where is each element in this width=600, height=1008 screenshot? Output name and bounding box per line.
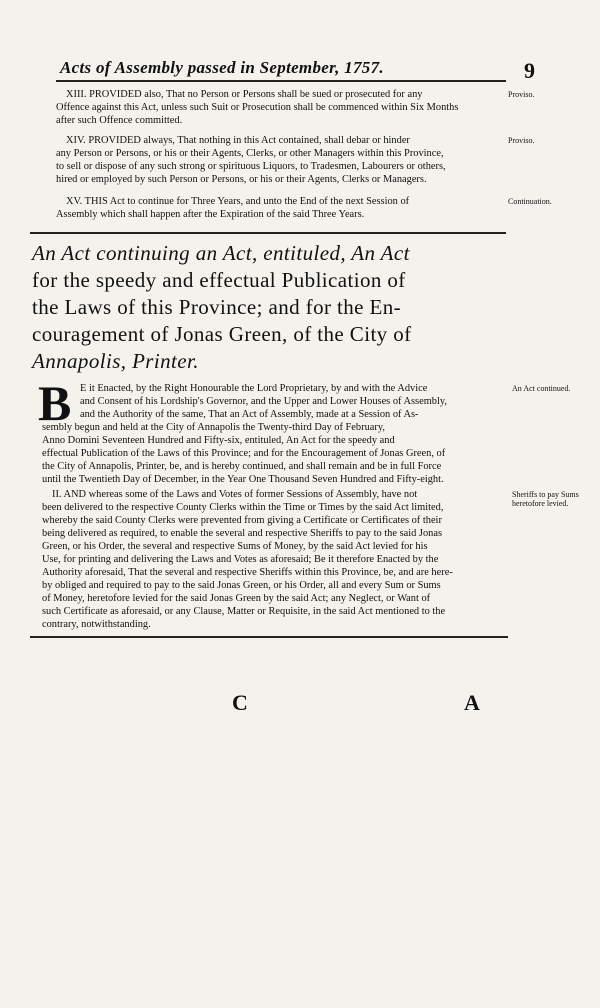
section-line: any Person or Persons, or his or their Agents, Clerks, or other Managers within this Province, — [56, 148, 444, 159]
para-line: sembly begun and held at the City of Annapolis the Twenty-third Day of February, — [42, 422, 385, 433]
margin-note-para1: An Act continued. — [512, 384, 571, 393]
para-line: until the Twentieth Day of December, in the Year One Thousand Seven Hundred and Fifty-eight. — [42, 474, 444, 485]
bottom-rule — [30, 636, 508, 638]
signature-letter-right: A — [464, 690, 480, 715]
title-line: An Act continuing an Act, entituled, An Act — [32, 241, 410, 265]
para-line: whereby the said County Clerks were prevented from giving a Certificate or Certificates of their — [42, 515, 442, 526]
para-line: of Money, heretofore levied for the said Jonas Green by the said Act; any Neglect, or Want of — [42, 593, 431, 604]
header-rule — [56, 80, 506, 82]
para-line: E it Enacted, by the Right Honourable the Lord Proprietary, by and with the Advice — [80, 383, 428, 394]
margin-note-xv: Continuation. — [508, 197, 552, 206]
section-ii — [42, 488, 508, 631]
drop-cap: B — [38, 375, 72, 431]
section-line: hired or employed by such Person or Persons, or his or their Agents, Clerks or Managers. — [56, 174, 427, 185]
section-xiii — [56, 88, 506, 127]
para-line: the City of Annapolis, Printer, be, and is hereby continued, and shall remain and be in full Force — [42, 461, 442, 472]
para-line: being delivered as required, to enable the several and respective Sheriffs to pay to the said Jonas — [42, 528, 442, 539]
margin-note-para2: Sheriffs to pay Sums heretofore levied. — [512, 490, 579, 508]
para-line: and Consent of his Lordship's Governor, and the Upper and Lower Houses of Assembly, — [80, 396, 447, 407]
para-line: such Certificate as aforesaid, or any Clause, Matter or Requisite, in the said Act mentioned to the — [42, 606, 446, 617]
section-line: to sell or dispose of any such strong or spirituous Liquors, to Tradesmen, Labourers or others, — [56, 161, 446, 172]
para-line: II. AND whereas some of the Laws and Votes of former Sessions of Assembly, have not — [52, 489, 418, 500]
title-line: couragement of Jonas Green, of the City of — [32, 322, 412, 346]
title-line: for the speedy and effectual Publication of — [32, 268, 406, 292]
title-line: Annapolis, Printer. — [32, 349, 199, 373]
section-line: Offence against this Act, unless such Suit or Prosecution shall be commenced within Six Months — [56, 102, 459, 113]
para-line: contrary, notwithstanding. — [42, 619, 151, 630]
section-line: XIV. PROVIDED always, That nothing in this Act contained, shall debar or hinder — [66, 135, 410, 146]
title-line: the Laws of this Province; and for the En- — [32, 295, 402, 319]
section-line: XV. THIS Act to continue for Three Years, and unto the End of the next Session of — [66, 196, 410, 207]
para-line: effectual Publication of the Laws of this Province; and for the Encouragement of Jonas Green, of — [42, 448, 446, 459]
enacting-clause-cont — [42, 421, 508, 486]
margin-note-xiii: Proviso. — [508, 90, 535, 99]
page-number: 9 — [524, 58, 535, 83]
para-line: been delivered to the respective County Clerks within the Time or Times by the said Act limited, — [42, 502, 444, 513]
title-rule — [30, 232, 506, 234]
act-title — [32, 240, 502, 375]
para-line: by obliged and required to pay to the said Jonas Green, or his Order, all and every Sum or Sums — [42, 580, 441, 591]
running-head: Acts of Assembly passed in September, 1757. — [60, 58, 384, 77]
margin-note-xiv: Proviso. — [508, 136, 535, 145]
para-line: and the Authority of the same, That an Act of Assembly, made at a Session of As- — [80, 409, 419, 420]
section-line: after such Offence committed. — [56, 115, 183, 126]
para-line: Authority aforesaid, That the several and respective Sheriffs within this Province, be, and are here- — [42, 567, 453, 578]
enacting-clause — [80, 382, 508, 421]
para-line: Anno Domini Seventeen Hundred and Fifty-six, entituled, An Act for the speedy and — [42, 435, 395, 446]
para-line: Green, or his Order, the several and respective Sums of Money, by the said Act levied for his — [42, 541, 428, 552]
signature-letter-left: C — [232, 690, 248, 715]
section-xiv — [56, 134, 506, 186]
para-line: Use, for printing and delivering the Laws and Votes as aforesaid; Be it therefore Enacted by the — [42, 554, 439, 565]
section-xv — [56, 195, 506, 221]
section-line: XIII. PROVIDED also, That no Person or Persons shall be sued or prosecuted for any — [66, 89, 423, 100]
section-line: Assembly which shall happen after the Expiration of the said Three Years. — [56, 209, 365, 220]
